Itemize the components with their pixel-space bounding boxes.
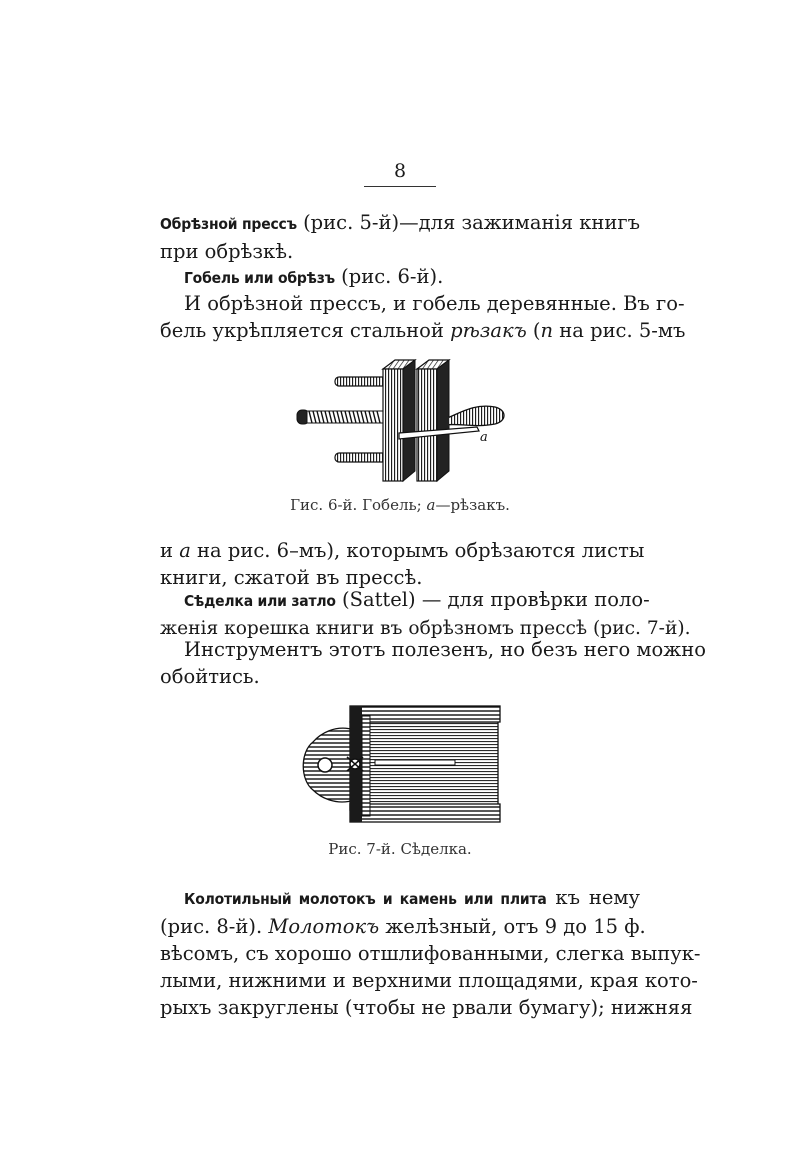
text-line: лыми, нижними и верхними площадями, края кото- (160, 969, 698, 992)
italic-letter: а (179, 539, 191, 562)
text-line (160, 913, 646, 940)
term-hammer: Колотильный молотокъ и камень или плита (184, 890, 547, 908)
text-span: бель укрѣпляется стальной (160, 319, 451, 342)
figure7-caption: Рис. 7-й. Сѣделка. (328, 840, 472, 858)
text-line: Инструментъ этотъ полезенъ, но безъ него можно (184, 638, 706, 661)
text-span: (рис. 8-й). (160, 915, 269, 938)
paragraph-plough (160, 263, 640, 292)
text-line: женія корешка книги въ обрѣзномъ прессѣ (рис. 7-й). (160, 618, 691, 639)
text-span: ( (526, 319, 541, 342)
text-span: (рис. 6-й). (334, 265, 444, 288)
italic-term: Молотокъ (268, 915, 380, 938)
text-line: при обрѣзкѣ. (160, 240, 294, 263)
italic-letter: п (540, 319, 554, 342)
text-line (160, 537, 645, 564)
text-span: и (160, 539, 180, 562)
text-line: книги, сжатой въ прессѣ. (160, 566, 423, 589)
paragraph-cutting-sheets (160, 537, 645, 591)
page-number: 8 (393, 160, 407, 182)
text-line: вѣсомъ, съ хорошо отшлифованными, слегка выпук- (160, 942, 701, 965)
text-line: обойтись. (160, 665, 260, 688)
text-line (160, 317, 686, 344)
screw-thread (307, 411, 385, 423)
figure-sattel-illustration (295, 702, 505, 832)
figure-plough-illustration (295, 355, 510, 485)
paragraph-wooden (160, 290, 686, 344)
text-span: къ нему (546, 886, 641, 909)
figure6-caption (0, 496, 800, 514)
caption-italic: а (426, 496, 436, 514)
text-line (160, 884, 640, 913)
paragraph-instrument (160, 636, 706, 690)
text-line (160, 586, 650, 615)
paragraph-sattel (160, 586, 691, 642)
term-plough: Гобель или обрѣзъ (184, 269, 335, 287)
text-span: на рис. 6–мъ), которымъ обрѣзаются листы (190, 539, 645, 562)
text-span: (Sattel) — для провѣрки поло- (335, 588, 650, 611)
text-line (160, 209, 640, 238)
text-span: (рис. 5-й)—для зажиманія книгъ (296, 211, 641, 234)
term-sattel: Сѣделка или затло (184, 592, 336, 610)
figure6-label-a: а (480, 430, 488, 445)
caption-span: Гис. 6-й. Гобель; (290, 496, 427, 514)
text-span: на рис. 5-мъ (553, 319, 686, 342)
paragraph-cutting-press (160, 209, 640, 265)
term-cutting-press: Обрѣзной прессъ (160, 215, 297, 233)
text-line: рыхъ закруглены (чтобы не рвали бумагу); нижняя (160, 996, 693, 1019)
text-span: желѣзный, отъ 9 до 15 ф. (379, 915, 646, 938)
caption-span: —рѣзакъ. (435, 496, 510, 514)
page-number-rule (364, 186, 436, 187)
paragraph-hammer (160, 884, 701, 1021)
italic-term: рѣзакъ (450, 319, 527, 342)
text-line (160, 263, 640, 292)
text-line: И обрѣзной прессъ, и гобель деревянные. Въ го- (184, 292, 685, 315)
